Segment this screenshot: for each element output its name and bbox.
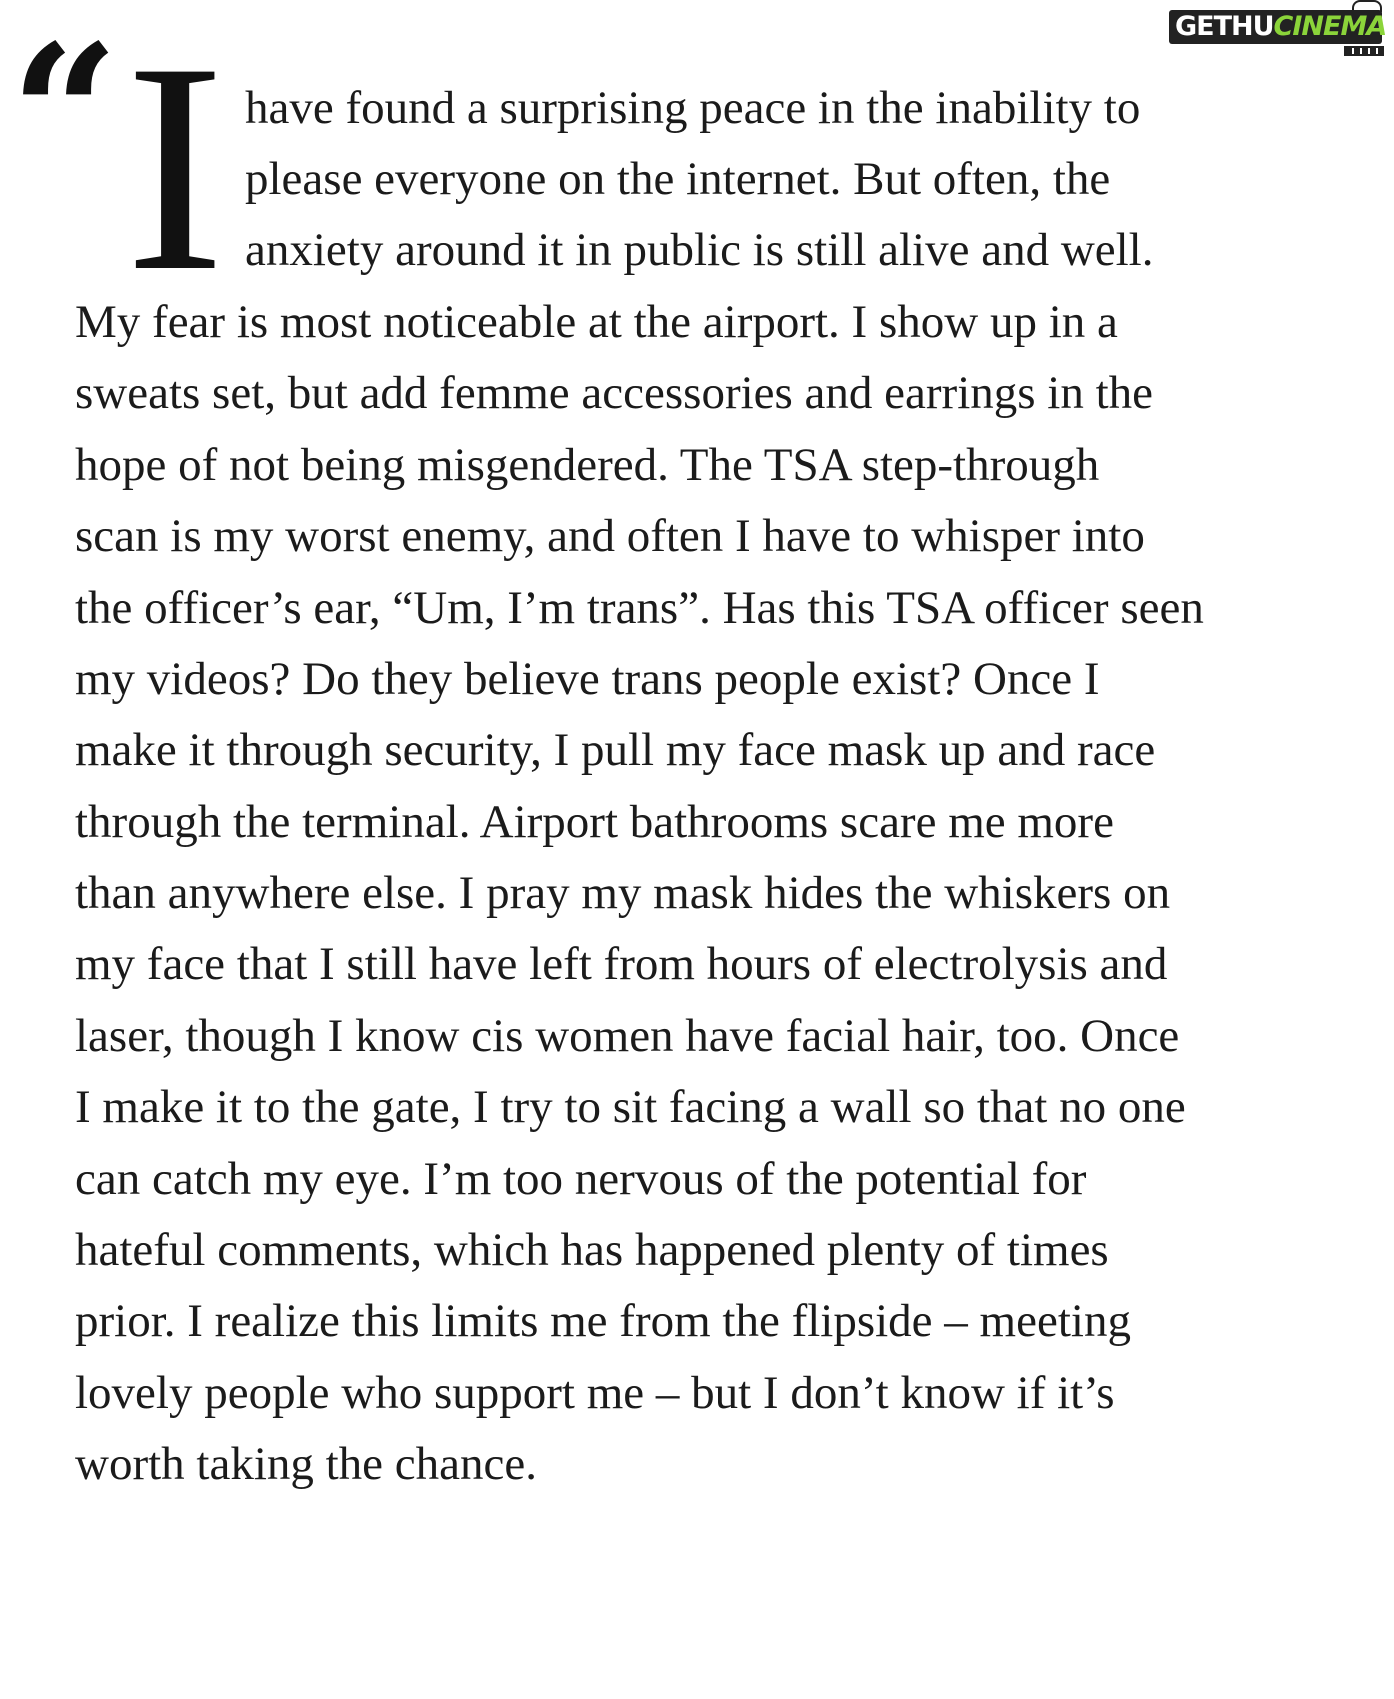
quote-line: prior. I realize this limits me from the flipside – meeting [75, 1295, 1131, 1347]
quote-line: my face that I still have left from hours of electrolysis and [75, 938, 1168, 990]
open-quote-mark: “ [10, 3, 120, 226]
quote-line: lovely people who support me – but I don’t know if it’s [75, 1367, 1115, 1419]
quote-line: My fear is most noticeable at the airport. I show up in a [75, 296, 1118, 348]
quote-line: than anywhere else. I pray my mask hides the whiskers on [75, 867, 1171, 919]
quote-line: worth taking the chance. [75, 1438, 537, 1490]
watermark-logo [1169, 6, 1387, 60]
quote-line: sweats set, but add femme accessories and earrings in the [75, 367, 1154, 419]
watermark-part2: CINEMA [1273, 11, 1387, 42]
quote-line: hope of not being misgendered. The TSA step-through [75, 439, 1100, 491]
film-strip-icon [1344, 46, 1384, 56]
watermark-text [1175, 11, 1386, 43]
quote-line: can catch my eye. I’m too nervous of the potential for [75, 1153, 1087, 1205]
quote-line: anxiety around it in public is still alive and well. [245, 224, 1154, 276]
quote-line: make it through security, I pull my face mask up and race [75, 724, 1156, 776]
quote-line: have found a surprising peace in the inability to [245, 82, 1141, 134]
drop-cap: I [125, 1, 225, 333]
watermark-part1: GETHU [1175, 11, 1274, 42]
quote-line: I make it to the gate, I try to sit facing a wall so that no one [75, 1081, 1186, 1133]
quote-line: my videos? Do they believe trans people exist? Once I [75, 653, 1100, 705]
quote-line: please everyone on the internet. But often, the [245, 153, 1111, 205]
quote-line: the officer’s ear, “Um, I’m trans”. Has this TSA officer seen [75, 582, 1204, 634]
quote-line: through the terminal. Airport bathrooms scare me more [75, 796, 1114, 848]
quote-line: laser, though I know cis women have facial hair, too. Once [75, 1010, 1180, 1062]
quote-line: scan is my worst enemy, and often I have to whisper into [75, 510, 1145, 562]
quote-line: hateful comments, which has happened plenty of times [75, 1224, 1109, 1276]
